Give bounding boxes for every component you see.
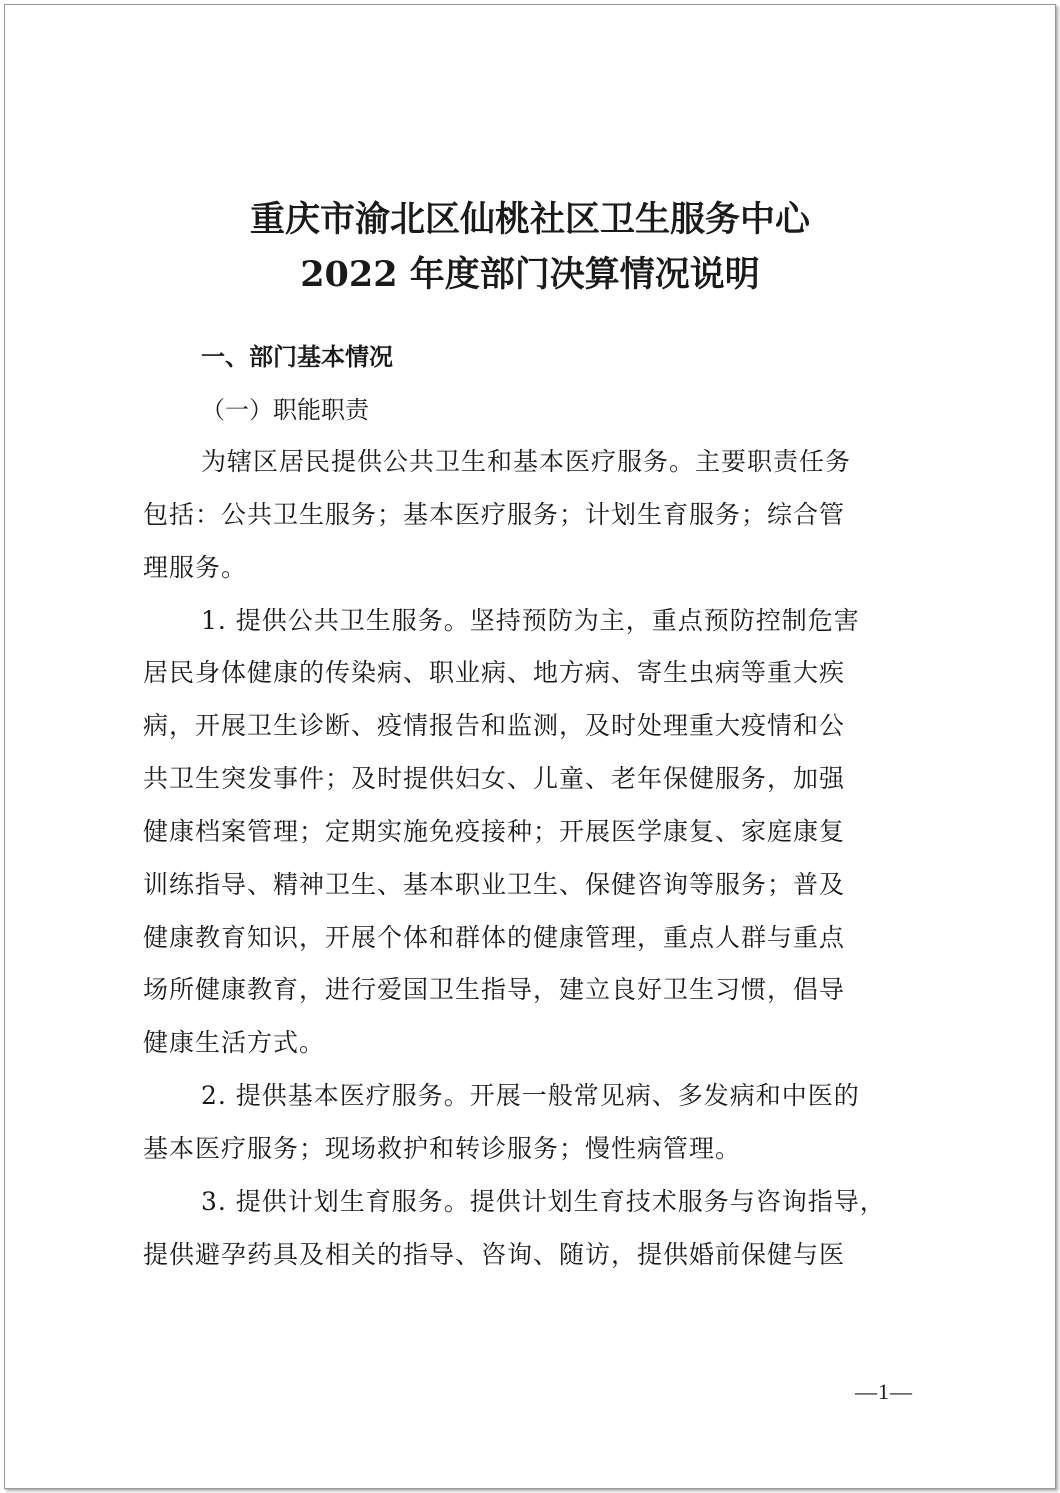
section-heading: 一、部门基本情况: [201, 343, 393, 371]
paragraph-line: 为辖区居民提供公共卫生和基本医疗服务。主要职责任务: [201, 447, 852, 476]
paragraph-line: 病，开展卫生诊断、疫情报告和监测，及时处理重大疫情和公: [143, 711, 846, 740]
paragraph-line: 健康档案管理；定期实施免疫接种；开展医学康复、家庭康复: [143, 817, 846, 846]
paragraph-line: 训练指导、精神卫生、基本职业卫生、保健咨询等服务；普及: [143, 870, 846, 899]
paragraph-line: 健康生活方式。: [143, 1028, 326, 1057]
paragraph-line: 健康教育知识，开展个体和群体的健康管理，重点人群与重点: [143, 923, 846, 952]
paragraph-line: 共卫生突发事件；及时提供妇女、儿童、老年保健服务，加强: [143, 764, 846, 793]
paragraph-line: 1. 提供公共卫生服务。坚持预防为主，重点预防控制危害: [201, 606, 860, 635]
paragraph-line: 理服务。: [143, 553, 248, 582]
page-number: —1—: [855, 1379, 913, 1404]
document-title-line-2: 2022 年度部门决算情况说明: [300, 254, 760, 295]
paragraph-line: 场所健康教育，进行爱国卫生指导，建立良好卫生习惯，倡导: [143, 975, 846, 1004]
document-title-line-1: 重庆市渝北区仙桃社区卫生服务中心: [249, 199, 810, 240]
paragraph-line: 居民身体健康的传染病、职业病、地方病、寄生虫病等重大疾: [143, 658, 846, 687]
paragraph-line: 基本医疗服务；现场救护和转诊服务；慢性病管理。: [143, 1134, 742, 1163]
paragraph-line: 包括：公共卫生服务；基本医疗服务；计划生育服务；综合管: [143, 500, 846, 529]
paragraph-line: 2. 提供基本医疗服务。开展一般常见病、多发病和中医的: [201, 1081, 860, 1110]
paragraph-line: 3. 提供计划生育服务。提供计划生育技术服务与咨询指导，: [201, 1187, 886, 1216]
paragraph-line: 提供避孕药具及相关的指导、咨询、随访，提供婚前保健与医: [143, 1240, 846, 1269]
subsection-heading: （一）职能职责: [201, 396, 369, 424]
